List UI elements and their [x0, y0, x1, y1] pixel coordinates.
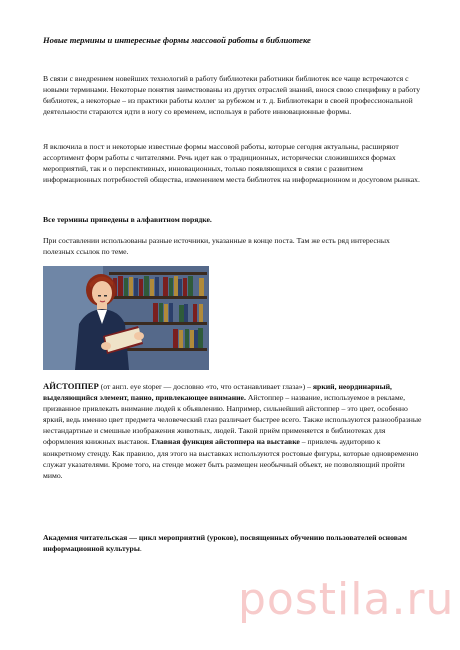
aystopper-function: Главная функция айстоппера на выставке	[151, 437, 300, 447]
forms-paragraph: Я включила в пост и некоторые известные формы массовой работы, которые сегодня актуальны, расширяют ассортимент форм работы с читателями. Речь идет как о традиционных, исторически сложившихся формах мероприятий, так и о перспективных, инновационных, только появляющихся в связи с развитием информационных потребностей общества, изменением места библиотек на информационном и досуговом рынках.	[43, 142, 420, 185]
academy-entry	[43, 532, 423, 554]
academy-end: .	[139, 544, 142, 554]
aystopper-etymology: (от англ. eye stoper — дословно «то, что останавливает глаза») –	[98, 382, 313, 391]
postila-watermark: postila.ru	[238, 574, 455, 625]
document-title: Новые термины и интересные формы массовой работы в библиотеке	[43, 35, 311, 45]
academy-definition: Академия читательская — цикл мероприятий (уроков), посвященных обучению пользователей основам информационной культуры	[43, 533, 407, 554]
alphabetical-note: Все термины приведены в алфавитном порядке.	[43, 215, 212, 224]
librarian-illustration	[43, 266, 209, 370]
intro-paragraph: В связи с внедрением новейших технологий в работу библиотеки работники библиотек все чаще встречаются с новыми терминами. Некоторые понятия заимствованы из других отраслей знаний, внося свою специфику в работу библиотек, а некоторые – из практики работы коллег за рубежом и т. д. Библиотекари в своей профессиональной деятельности стараются идти в ногу со временем, используя в работе инновационные формы.	[43, 74, 421, 117]
aystopper-term: АЙСТОППЕР	[43, 381, 99, 391]
aystopper-text-2: – привлечь аудиторию к конкретному стенду. Как правило, для этого на выставках используются ростовые фигуры, которые одновременно служат указателями. Кроме того, на стенде может быть размещен необычный объект, не позволяющий пройти мимо.	[43, 437, 419, 480]
aystopper-entry	[43, 381, 423, 481]
aystopper-definition: яркий, неординарный, выделяющийся элемент, панно, привлекающее внимание.	[43, 382, 392, 403]
aystopper-text-1: Айстоппер – название, используемое в рекламе, призванное привлекать внимание людей к объявлению. Например, сильнейший айстоппер – это цвет, особенно яркий, ведь именно цвет предмета человеческий глаз различает быстрее всего. Также используются разнообразные нестандартные и смешные изображения животных, людей. Такой приём применяется в библиотеках для оформления книжных выставок.	[43, 393, 422, 447]
sources-paragraph: При составлении использованы разные источники, указанные в конце поста. Там же есть ряд интересных полезных ссылок по теме.	[43, 236, 390, 257]
